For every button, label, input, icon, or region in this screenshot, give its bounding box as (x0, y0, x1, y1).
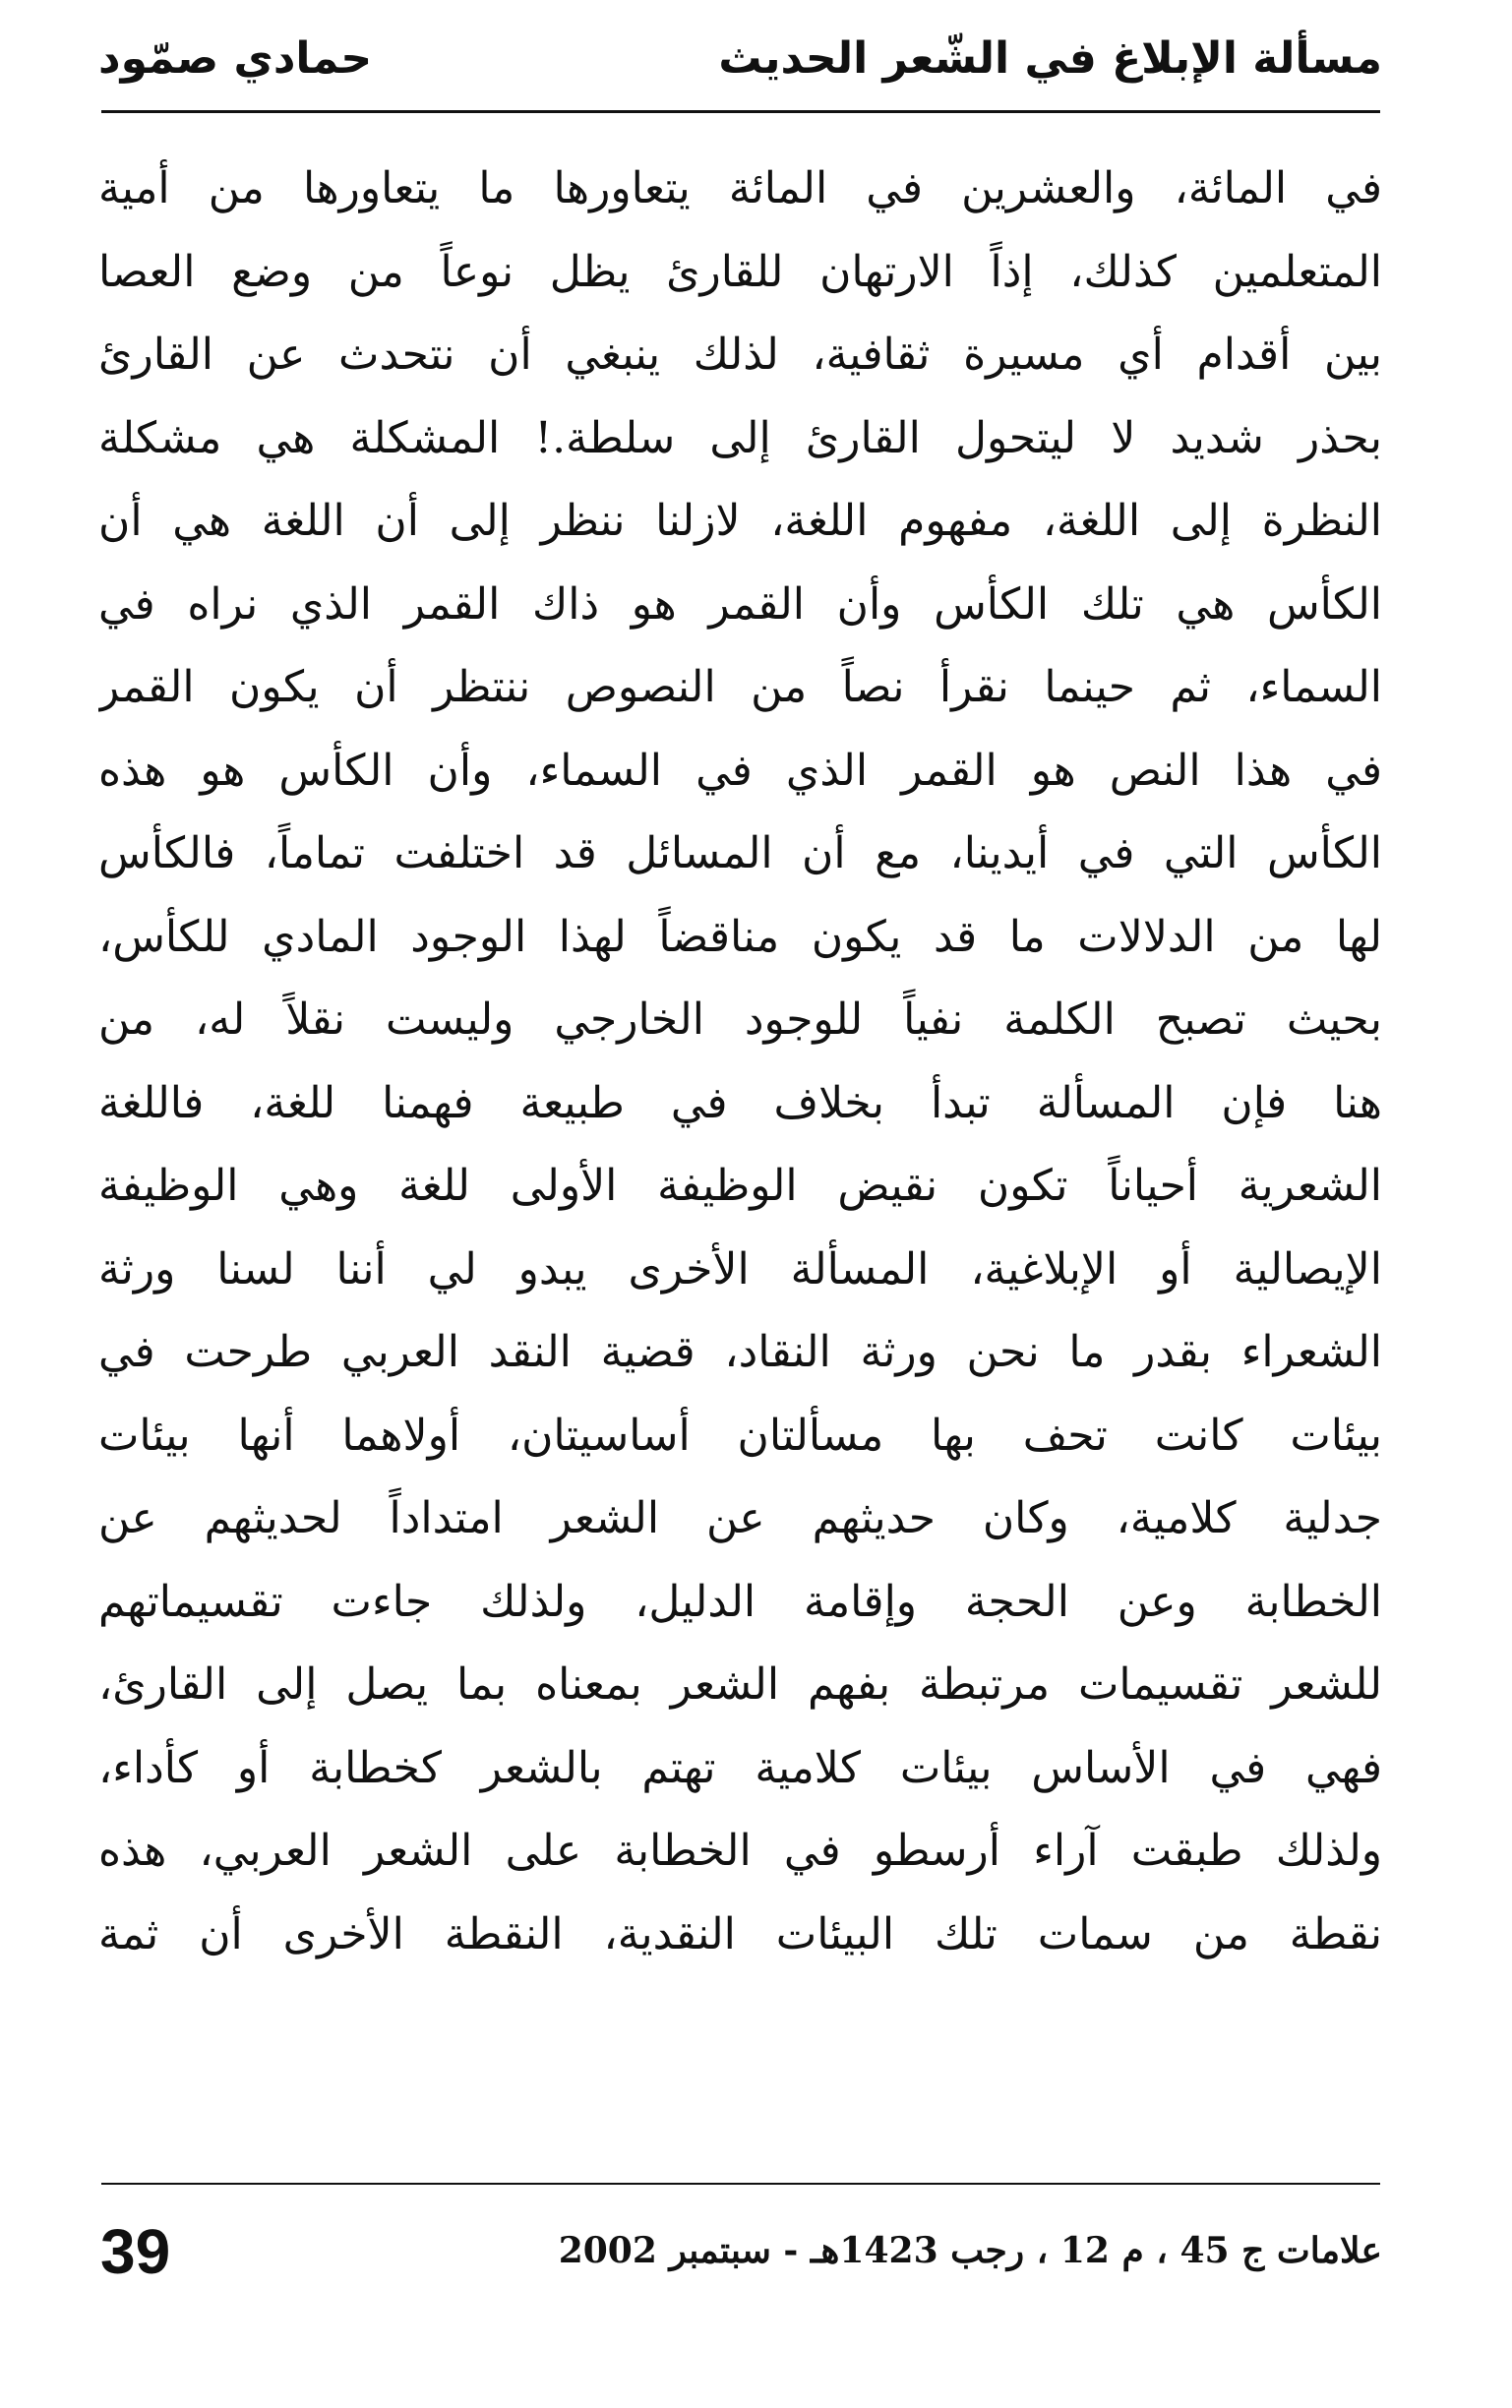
text-line: الخطابة وعن الحجة وإقامة الدليل، ولذلك جاءت تقسيماتهم (98, 1576, 1382, 1627)
text-line: الشعرية أحياناً تكون نقيض الوظيفة الأولى للغة وهي الوظيفة (98, 1161, 1382, 1211)
text-line: الإيصالية أو الإبلاغية، المسألة الأخرى يبدو لي أننا لسنا ورثة (98, 1243, 1382, 1294)
text-line: فهي في الأساس بيئات كلامية تهتم بالشعر كخطابة أو كأداء، (98, 1742, 1382, 1793)
text-line: هنا فإن المسألة تبدأ بخلاف في طبيعة فهمنا للغة، فاللغة (98, 1077, 1382, 1128)
text-line: الشعراء بقدر ما نحن ورثة النقاد، قضية النقد العربي طرحت في (98, 1327, 1382, 1377)
text-line: جدلية كلامية، وكان حديثهم عن الشعر امتداداً لحديثهم عن (98, 1493, 1382, 1543)
text-line: بيئات كانت تحف بها مسألتان أساسيتان، أولاهما أنها بيئات (98, 1410, 1382, 1461)
footer-rule (101, 2183, 1380, 2185)
text-line: المتعلمين كذلك، إذاً الارتهان للقارئ يظل نوعاً من وضع العصا (98, 246, 1382, 297)
text-line: الكأس التي في أيدينا، مع أن المسائل قد اختلفت تماماً، فالكأس (98, 828, 1382, 878)
text-line: للشعر تقسيمات مرتبطة بفهم الشعر بمعناه بما يصل إلى القارئ، (98, 1659, 1382, 1710)
text-line: بين أقدام أي مسيرة ثقافية، لذلك ينبغي أن نتحدث عن القارئ (98, 330, 1382, 380)
text-line: ولذلك طبقت آراء أرسطو في الخطابة على الشعر العربي، هذه (98, 1826, 1382, 1876)
text-line: لها من الدلالات ما قد يكون مناقضاً لهذا الوجود المادي للكأس، (98, 911, 1382, 962)
text-line: الكأس هي تلك الكأس وأن القمر هو ذاك القمر الذي نراه في (98, 578, 1382, 630)
header-rule (101, 110, 1380, 113)
page-footer (98, 2203, 1382, 2312)
body-text (98, 148, 1382, 1976)
text-line: النظرة إلى اللغة، مفهوم اللغة، لازلنا ننظر إلى أن اللغة هي أن (98, 496, 1382, 546)
running-author: حمادي صمّود (98, 33, 373, 84)
text-line: السماء، ثم حينما نقرأ نصاً من النصوص ننتظر أن يكون القمر (98, 662, 1382, 712)
running-header (98, 22, 1382, 110)
running-title: مسألة الإبلاغ في الشّعر الحديث (718, 33, 1382, 84)
text-line: بحيث تصبح الكلمة نفياً للوجود الخارجي وليست نقلاً له، من (98, 994, 1382, 1045)
text-line: نقطة من سمات تلك البيئات النقدية، النقطة الأخرى أن ثمة (98, 1908, 1382, 1959)
text-line: في المائة، والعشرين في المائة يتعاورها ما يتعاورها من أمية (98, 163, 1382, 213)
text-line: بحذر شديد لا ليتحول القارئ إلى سلطة.! المشكلة هي مشكلة (98, 412, 1382, 463)
issue-info: علامات ج 45 ، م 12 ، رجب 1423هـ - سبتمبر 2002 (558, 2230, 1382, 2271)
page-number: 39 (100, 2216, 171, 2287)
text-line: في هذا النص هو القمر الذي في السماء، وأن الكأس هو هذه (98, 745, 1382, 796)
